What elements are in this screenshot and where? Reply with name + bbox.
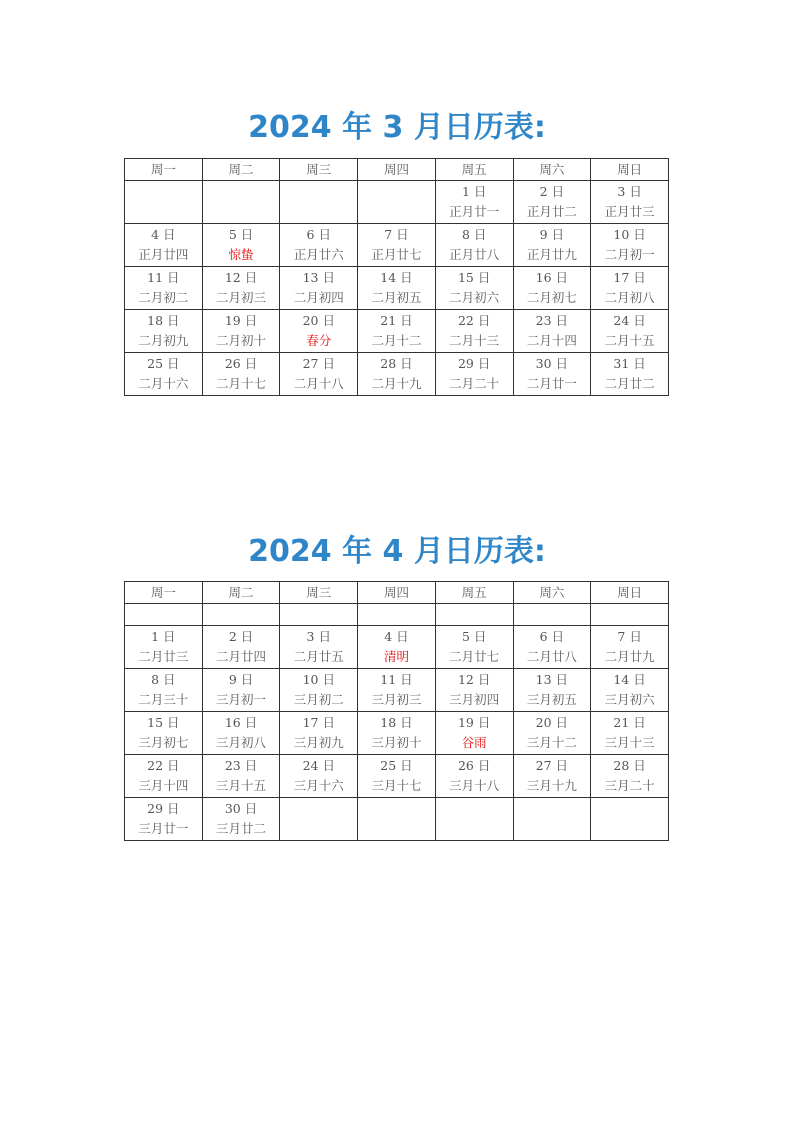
day-cell [513,267,591,310]
lunar-date: 正月廿四 [138,247,189,262]
empty-cell [591,604,669,626]
day-cell [435,181,513,224]
lunar-date: 三月初六 [604,692,655,707]
lunar-date: 二月初八 [604,290,655,305]
empty-cell [280,181,358,224]
lunar-date: 三月初九 [293,735,344,750]
lunar-date: 三月十三 [604,735,655,750]
lunar-date: 二月初四 [293,290,344,305]
day-cell [513,181,591,224]
lunar-date: 二月十七 [216,376,267,391]
lunar-date: 二月十二 [371,333,422,348]
day-number: 19 日 [224,313,258,328]
day-number: 10 日 [613,227,646,242]
week-row [125,604,669,626]
day-number: 28 日 [613,758,646,773]
day-number: 9 日 [228,672,254,687]
day-cell [435,224,513,267]
lunar-date: 正月廿八 [449,247,500,262]
lunar-date: 二月十四 [526,333,577,348]
week-row [125,755,669,798]
day-cell [513,224,591,267]
day-number: 17 日 [302,715,335,730]
day-cell [435,310,513,353]
day-cell [435,712,513,755]
empty-cell [202,181,280,224]
lunar-date: 二月廿五 [293,649,344,664]
day-number: 8 日 [461,227,487,242]
day-cell [125,224,203,267]
day-cell [358,626,436,669]
week-row [125,626,669,669]
day-number: 23 日 [224,758,258,773]
lunar-date: 二月初十 [216,333,267,348]
day-cell [591,755,669,798]
empty-cell [358,604,436,626]
day-number: 27 日 [302,356,335,371]
day-number: 17 日 [613,270,646,285]
lunar-date: 正月廿二 [526,204,577,219]
lunar-date: 二月廿三 [138,649,189,664]
weekday-header: 周日 [591,582,669,604]
day-cell [125,798,203,841]
lunar-date: 二月十三 [449,333,500,348]
day-cell [125,712,203,755]
lunar-date: 三月二十 [604,778,655,793]
day-cell [591,353,669,396]
day-number: 18 日 [380,715,413,730]
lunar-date: 三月廿二 [216,821,267,836]
solar-term-label: 谷雨 [461,735,487,750]
day-number: 22 日 [147,758,180,773]
lunar-date: 三月初七 [138,735,189,750]
day-number: 31 日 [613,356,646,371]
day-cell [591,310,669,353]
lunar-date: 三月十二 [526,735,577,750]
day-number: 29 日 [147,801,180,816]
day-cell [280,310,358,353]
lunar-date: 二月十九 [371,376,422,391]
april-title: 2024 年 4 月日历表: [248,534,546,569]
weekday-header: 周六 [513,582,591,604]
day-cell [125,626,203,669]
lunar-date: 三月初四 [449,692,500,707]
day-number: 24 日 [302,758,335,773]
day-cell [125,267,203,310]
lunar-date: 二月初三 [216,290,267,305]
day-cell [202,310,280,353]
empty-cell [280,798,358,841]
lunar-date: 三月十四 [138,778,189,793]
day-number: 14 日 [380,270,413,285]
lunar-date: 正月廿三 [604,204,655,219]
day-number: 1 日 [151,629,176,644]
day-number: 20 日 [302,313,335,328]
day-cell [280,626,358,669]
weekday-header: 周六 [513,159,591,181]
day-number: 24 日 [613,313,646,328]
day-cell [202,267,280,310]
lunar-date: 三月初三 [371,692,422,707]
day-number: 8 日 [151,672,176,687]
weekday-header-row [125,582,669,604]
day-number: 16 日 [224,715,258,730]
day-cell [358,755,436,798]
day-cell [125,310,203,353]
day-cell [435,755,513,798]
day-number: 26 日 [457,758,491,773]
empty-cell [358,181,436,224]
lunar-date: 二月廿七 [449,649,500,664]
week-row [125,267,669,310]
day-cell [280,267,358,310]
lunar-date: 二月廿四 [216,649,267,664]
weekday-header: 周二 [202,159,280,181]
day-number: 6 日 [306,227,331,242]
day-number: 21 日 [380,313,413,328]
lunar-date: 三月十七 [371,778,422,793]
day-cell [202,798,280,841]
weekday-header: 周二 [202,582,280,604]
day-number: 22 日 [457,313,491,328]
day-cell [358,669,436,712]
empty-cell [358,798,436,841]
lunar-date: 二月十六 [138,376,189,391]
week-row [125,669,669,712]
solar-term-label: 惊蛰 [228,247,254,262]
empty-cell [591,798,669,841]
weekday-header: 周五 [435,159,513,181]
day-cell [513,755,591,798]
lunar-date: 三月十六 [293,778,344,793]
day-number: 5 日 [228,227,254,242]
lunar-date: 正月廿七 [371,247,422,262]
day-number: 28 日 [380,356,413,371]
empty-cell [513,604,591,626]
day-number: 7 日 [617,629,642,644]
lunar-date: 二月初五 [371,290,422,305]
day-number: 10 日 [302,672,335,687]
week-row [125,353,669,396]
lunar-date: 正月廿六 [293,247,344,262]
day-number: 15 日 [147,715,180,730]
day-cell [591,626,669,669]
day-cell [591,224,669,267]
day-number: 16 日 [535,270,569,285]
empty-cell [435,798,513,841]
week-row [125,310,669,353]
empty-cell [125,181,203,224]
day-number: 26 日 [224,356,258,371]
lunar-date: 二月初九 [138,333,189,348]
lunar-date: 二月十五 [604,333,655,348]
empty-cell [435,604,513,626]
day-cell [280,755,358,798]
lunar-date: 三月廿一 [138,821,189,836]
day-cell [513,669,591,712]
lunar-date: 二月十八 [293,376,344,391]
day-cell [435,669,513,712]
day-number: 2 日 [539,184,565,199]
day-cell [202,353,280,396]
day-number: 4 日 [384,629,409,644]
day-number: 11 日 [147,270,180,285]
day-cell [435,353,513,396]
day-cell [591,669,669,712]
day-cell [435,626,513,669]
day-cell [202,755,280,798]
day-cell [591,712,669,755]
lunar-date: 三月初二 [293,692,344,707]
lunar-date: 二月初一 [604,247,655,262]
empty-cell [202,604,280,626]
day-cell [280,353,358,396]
weekday-header: 周四 [358,582,436,604]
day-cell [435,267,513,310]
day-number: 11 日 [380,672,413,687]
april-calendar-table [124,581,669,841]
week-row [125,712,669,755]
day-number: 3 日 [617,184,642,199]
day-number: 13 日 [535,672,569,687]
day-number: 9 日 [539,227,565,242]
day-number: 12 日 [224,270,258,285]
day-number: 5 日 [461,629,487,644]
day-cell [280,224,358,267]
day-number: 30 日 [224,801,258,816]
day-number: 30 日 [535,356,569,371]
empty-cell [125,604,203,626]
weekday-header: 周三 [280,159,358,181]
lunar-date: 二月初二 [138,290,189,305]
weekday-header: 周一 [125,582,203,604]
lunar-date: 三月十八 [449,778,500,793]
march-title: 2024 年 3 月日历表: [248,110,546,145]
weekday-header-row [125,159,669,181]
day-cell [280,712,358,755]
lunar-date: 二月二十 [449,376,500,391]
day-cell [125,755,203,798]
day-cell [202,626,280,669]
day-number: 13 日 [302,270,335,285]
day-cell [202,224,280,267]
week-row [125,181,669,224]
lunar-date: 二月初六 [449,290,500,305]
lunar-date: 二月廿一 [526,376,577,391]
lunar-date: 二月初七 [526,290,577,305]
lunar-date: 三月十九 [526,778,577,793]
day-number: 23 日 [535,313,569,328]
day-cell [358,353,436,396]
day-number: 15 日 [457,270,491,285]
day-cell [125,353,203,396]
day-cell [358,267,436,310]
lunar-date: 三月初八 [216,735,267,750]
day-number: 19 日 [457,715,491,730]
day-cell [591,267,669,310]
day-number: 4 日 [151,227,176,242]
lunar-date: 二月廿二 [604,376,655,391]
lunar-date: 三月初一 [216,692,267,707]
day-number: 12 日 [457,672,491,687]
solar-term-label: 清明 [383,649,409,664]
day-number: 18 日 [147,313,180,328]
day-cell [358,310,436,353]
day-number: 21 日 [613,715,646,730]
day-cell [513,626,591,669]
lunar-date: 三月初五 [526,692,577,707]
day-number: 6 日 [539,629,565,644]
day-number: 29 日 [457,356,491,371]
day-number: 7 日 [384,227,409,242]
lunar-date: 正月廿一 [449,204,500,219]
day-cell [513,353,591,396]
week-row [125,224,669,267]
day-cell [202,669,280,712]
day-number: 1 日 [461,184,487,199]
empty-cell [513,798,591,841]
week-row [125,798,669,841]
day-cell [358,224,436,267]
day-number: 2 日 [228,629,254,644]
day-number: 25 日 [147,356,180,371]
weekday-header: 周一 [125,159,203,181]
day-number: 3 日 [306,629,331,644]
day-cell [513,310,591,353]
day-cell [358,712,436,755]
weekday-header: 周三 [280,582,358,604]
day-number: 27 日 [535,758,569,773]
march-calendar-table [124,158,669,396]
day-number: 20 日 [535,715,569,730]
lunar-date: 二月廿八 [526,649,577,664]
day-cell [125,669,203,712]
day-number: 14 日 [613,672,646,687]
weekday-header: 周四 [358,159,436,181]
empty-cell [280,604,358,626]
lunar-date: 三月初十 [371,735,422,750]
day-cell [513,712,591,755]
weekday-header: 周五 [435,582,513,604]
lunar-date: 二月三十 [138,692,189,707]
weekday-header: 周日 [591,159,669,181]
day-cell [591,181,669,224]
day-number: 25 日 [380,758,413,773]
day-cell [280,669,358,712]
day-cell [202,712,280,755]
solar-term-label: 春分 [306,333,332,348]
lunar-date: 正月廿九 [526,247,577,262]
lunar-date: 二月廿九 [604,649,655,664]
lunar-date: 三月十五 [216,778,267,793]
